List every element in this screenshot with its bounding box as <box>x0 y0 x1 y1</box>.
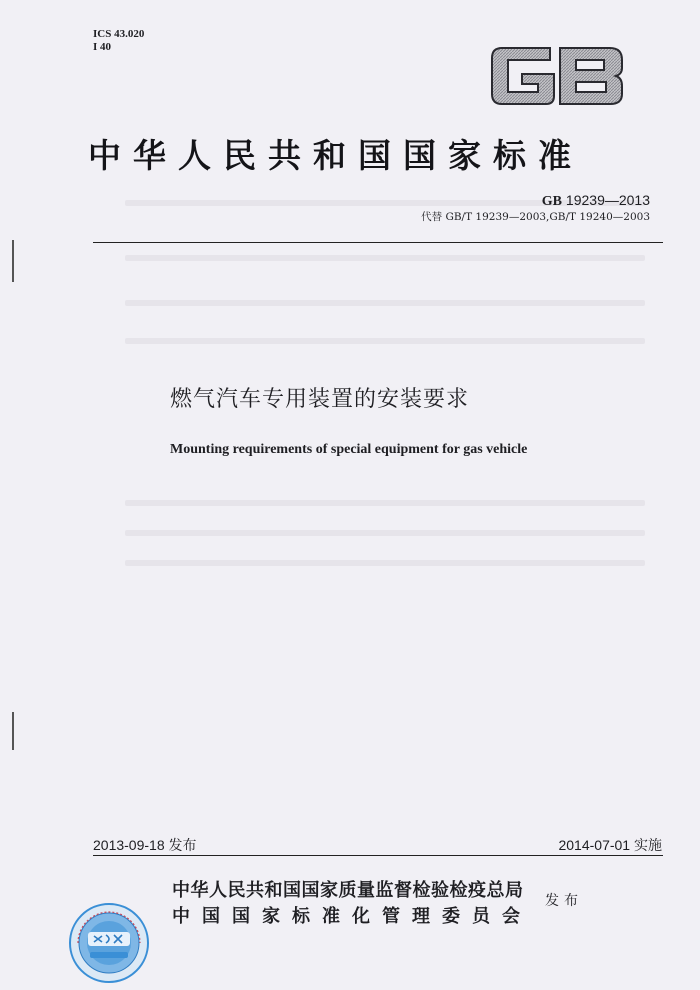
ccs-code: I 40 <box>93 41 112 53</box>
classification-codes <box>93 28 144 54</box>
scan-edge-mark <box>12 712 14 750</box>
scan-edge-mark <box>12 240 14 282</box>
publish-label: 发布 <box>545 893 583 909</box>
letter-b-shape <box>560 48 622 104</box>
issuer-aqsiq: 中华人民共和国国家质量监督检验检疫总局 <box>172 880 524 901</box>
gb-logo-icon <box>488 40 626 112</box>
ics-code: ICS 43.020 <box>93 28 145 40</box>
standard-prefix: GB <box>541 194 562 209</box>
document-title-english: Mounting requirements of special equipment for gas vehicle <box>170 442 528 457</box>
letter-g-shape <box>492 48 554 104</box>
national-standard-title: 中华人民共和国国家标准 <box>88 136 583 175</box>
show-through-text <box>125 300 645 306</box>
show-through-text <box>125 255 645 261</box>
replaces-note: 代替 GB/T 19239—2003,GB/T 19240—2003 <box>421 211 650 223</box>
show-through-text <box>125 560 645 566</box>
document-title-chinese: 燃气汽车专用装置的安装要求 <box>170 387 470 412</box>
show-through-text <box>125 530 645 536</box>
standard-code: 19239—2013 <box>565 192 650 208</box>
implementation-date: 2014-07-01 实施 <box>558 837 662 853</box>
header-divider <box>93 242 663 243</box>
anti-counterfeit-seal-icon <box>68 902 150 984</box>
standard-number <box>542 192 650 210</box>
issuer-sac: 中国国家标准化管理委员会 <box>172 906 532 927</box>
issue-date: 2013-09-18 发布 <box>93 837 197 853</box>
show-through-text <box>125 500 645 506</box>
show-through-text <box>125 338 645 344</box>
footer-divider <box>93 855 663 856</box>
